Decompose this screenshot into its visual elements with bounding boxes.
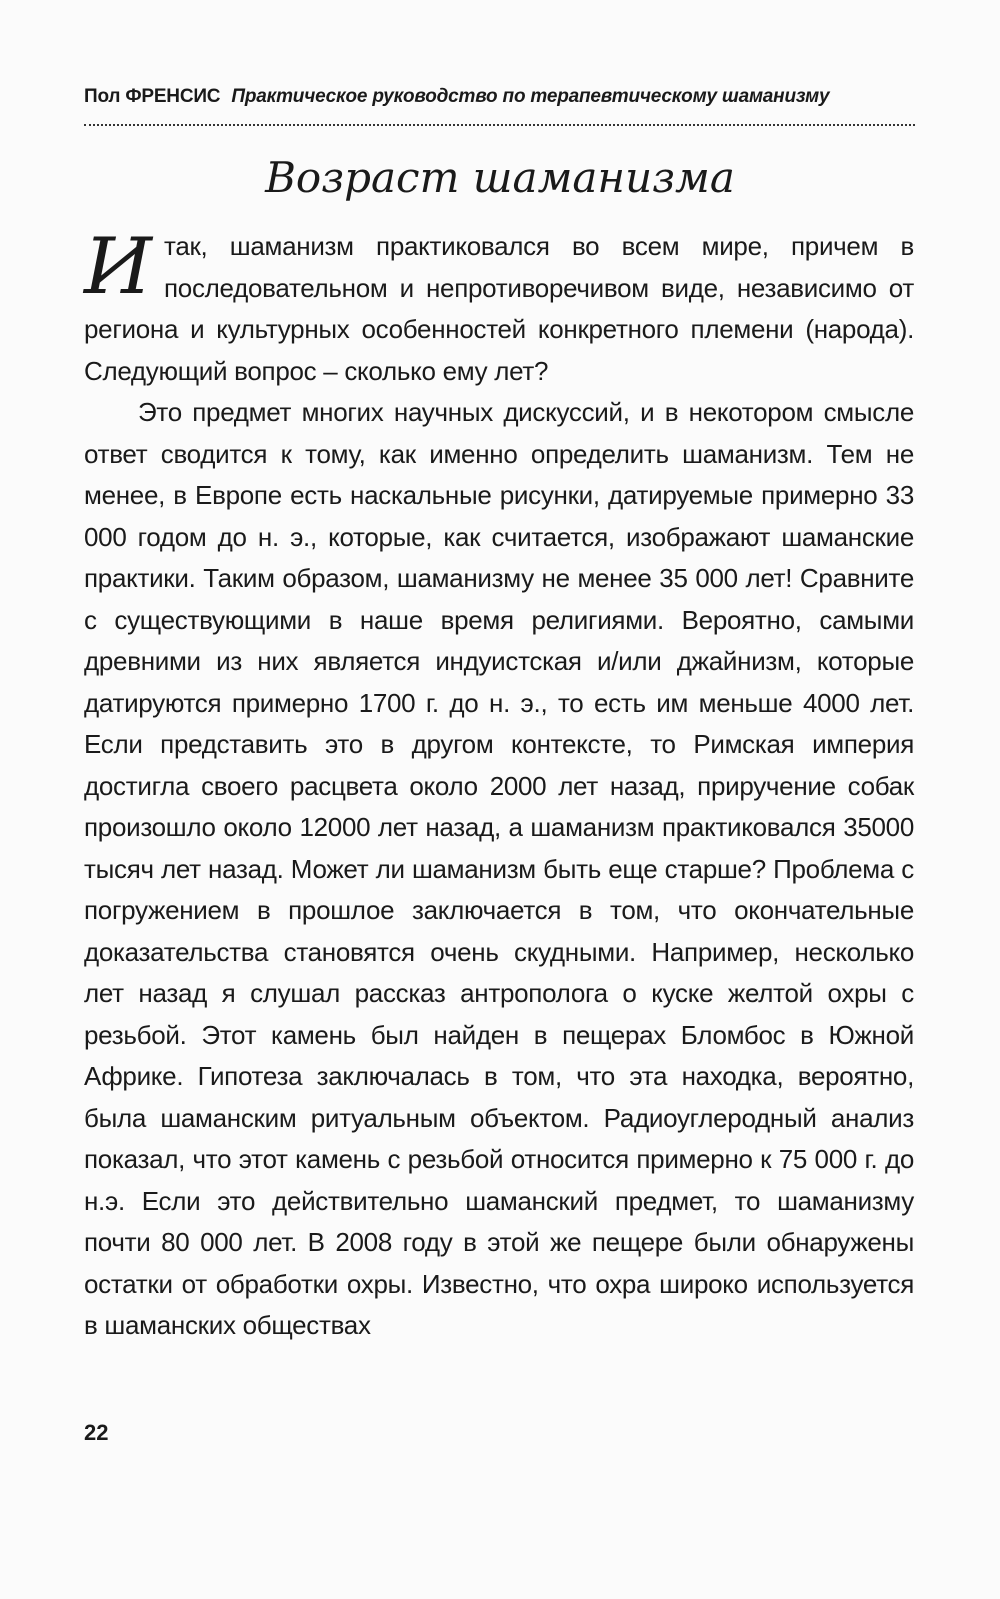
running-head-book-title: Практическое руководство по терапевтическому шаманизму (231, 86, 830, 107)
drop-cap: И (84, 222, 152, 312)
header-dotted-rule (84, 124, 915, 126)
page-number: 22 (84, 1420, 109, 1445)
paragraph-1 (84, 222, 914, 392)
paragraph-2: Это предмет многих научных дискуссий, и в некотором смысле ответ сводится к тому, как именно определить шаманизм. Тем не менее, в Европе есть наскальные рисунки, датируемые примерно 33 000 годом до н. э., которые, как считается, изображают шаманские практики. Таким образом, шаманизму не менее 35 000 лет! Сравните с существующими в наше время религиями. Вероятно, самыми древними из них является индуистская и/или джайнизм, которые датируются примерно 1700 г. до н. э., то есть им меньше 4000 лет. Если представить это в другом контексте, то Римская империя достигла своего расцвета около 2000 лет назад, приручение собак произошло около 12000 лет назад, а шаманизм практиковался 35000 тысяч лет назад. Может ли шаманизм быть еще старше? Проблема с погружением в прошлое заключается в том, что окончательные доказательства становятся очень скудными. Например, несколько лет назад я слушал рассказ антрополога о куске желтой охры с резьбой. Этот камень был найден в пещерах Бломбос в Южной Африке. Гипотеза заключалась в том, что эта находка, вероятно, была шаманским ритуальным объектом. Радиоуглеродный анализ показал, что этот камень с резьбой относится примерно к 75 000 г. до н.э. Если это действительно шаманский предмет, то шаманизму почти 80 000 лет. В 2008 году в этой же пещере были обнаружены остатки от обработки охры. Известно, что охра широко используется в шаманских обществах (84, 397, 914, 1340)
running-head (84, 86, 914, 108)
running-head-author: Пол ФРЕНСИС (84, 86, 221, 107)
paragraph-1-text: так, шаманизм практиковался во всем мире, причем в последовательном и непротиворечивом виде, независимо от региона и культурных особенностей конкретного племени (народа). Следующий вопрос – сколько ему лет? (84, 231, 914, 386)
body-text (84, 222, 914, 1347)
chapter-title: Возраст шаманизма (265, 153, 735, 202)
